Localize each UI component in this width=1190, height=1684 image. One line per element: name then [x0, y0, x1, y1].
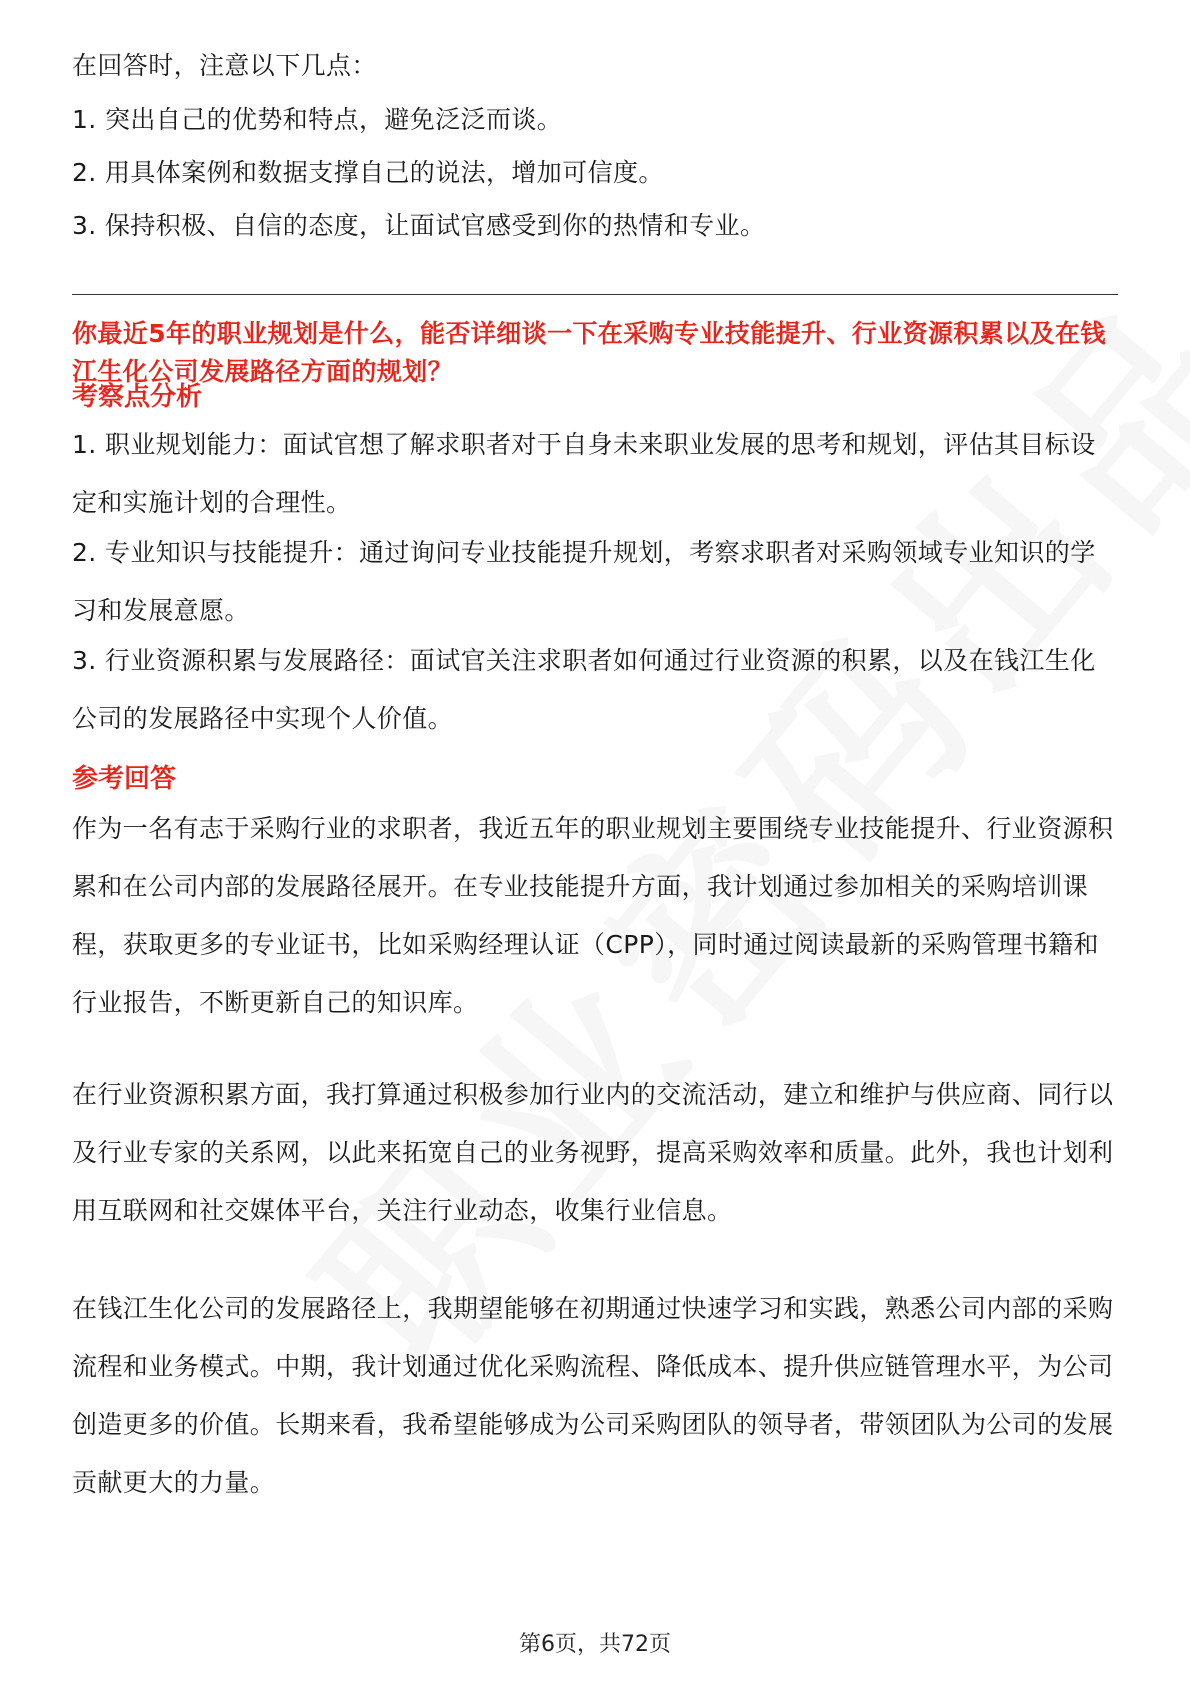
intro-lead: 在回答时，注意以下几点：	[72, 51, 377, 80]
answer-paragraph-3: 在钱江生化公司的发展路径上，我期望能够在初期通过快速学习和实践，熟悉公司内部的采购流程和业务模式。中期，我计划通过优化采购流程、降低成本、提升供应链管理水平，为公司创造更多的价值。长期来看，我希望能够成为公司采购团队的领导者，带领团队为公司的发展贡献更大的力量。	[72, 1294, 1114, 1497]
document-page	[72, 0, 1118, 1684]
intro-point-1: 1. 突出自己的优势和特点，避免泛泛而谈。	[72, 105, 563, 134]
answer-paragraph-2: 在行业资源积累方面，我打算通过积极参加行业内的交流活动，建立和维护与供应商、同行以及行业专家的关系网，以此来拓宽自己的业务视野，提高采购效率和质量。此外，我也计划利用互联网和社交媒体平台，关注行业动态，收集行业信息。	[72, 1080, 1114, 1225]
answer-paragraph-1: 作为一名有志于采购行业的求职者，我近五年的职业规划主要围绕专业技能提升、行业资源积累和在公司内部的发展路径展开。在专业技能提升方面，我计划通过参加相关的采购培训课程，获取更多的专业证书，比如采购经理认证（CPP），同时通过阅读最新的采购管理书籍和行业报告，不断更新自己的知识库。	[72, 814, 1114, 1017]
intro-point-3: 3. 保持积极、自信的态度，让面试官感受到你的热情和专业。	[72, 211, 766, 240]
analysis-point-1: 1. 职业规划能力：面试官想了解求职者对于自身未来职业发展的思考和规划，评估其目标设定和实施计划的合理性。	[72, 430, 1096, 517]
interview-question: 你最近5年的职业规划是什么，能否详细谈一下在采购专业技能提升、行业资源积累以及在钱江生化公司发展路径方面的规划？	[72, 319, 1106, 386]
analysis-point-3: 3. 行业资源积累与发展路径：面试官关注求职者如何通过行业资源的积累，以及在钱江生化公司的发展路径中实现个人价值。	[72, 646, 1096, 733]
intro-point-2: 2. 用具体案例和数据支撑自己的说法，增加可信度。	[72, 158, 664, 187]
analysis-title: 考察点分析	[72, 382, 203, 412]
answer-title: 参考回答	[72, 764, 177, 794]
page-number: 第6页，共72页	[519, 1632, 671, 1657]
section-divider	[72, 294, 1118, 295]
analysis-point-2: 2. 专业知识与技能提升：通过询问专业技能提升规划，考察求职者对采购领域专业知识的学习和发展意愿。	[72, 538, 1096, 625]
